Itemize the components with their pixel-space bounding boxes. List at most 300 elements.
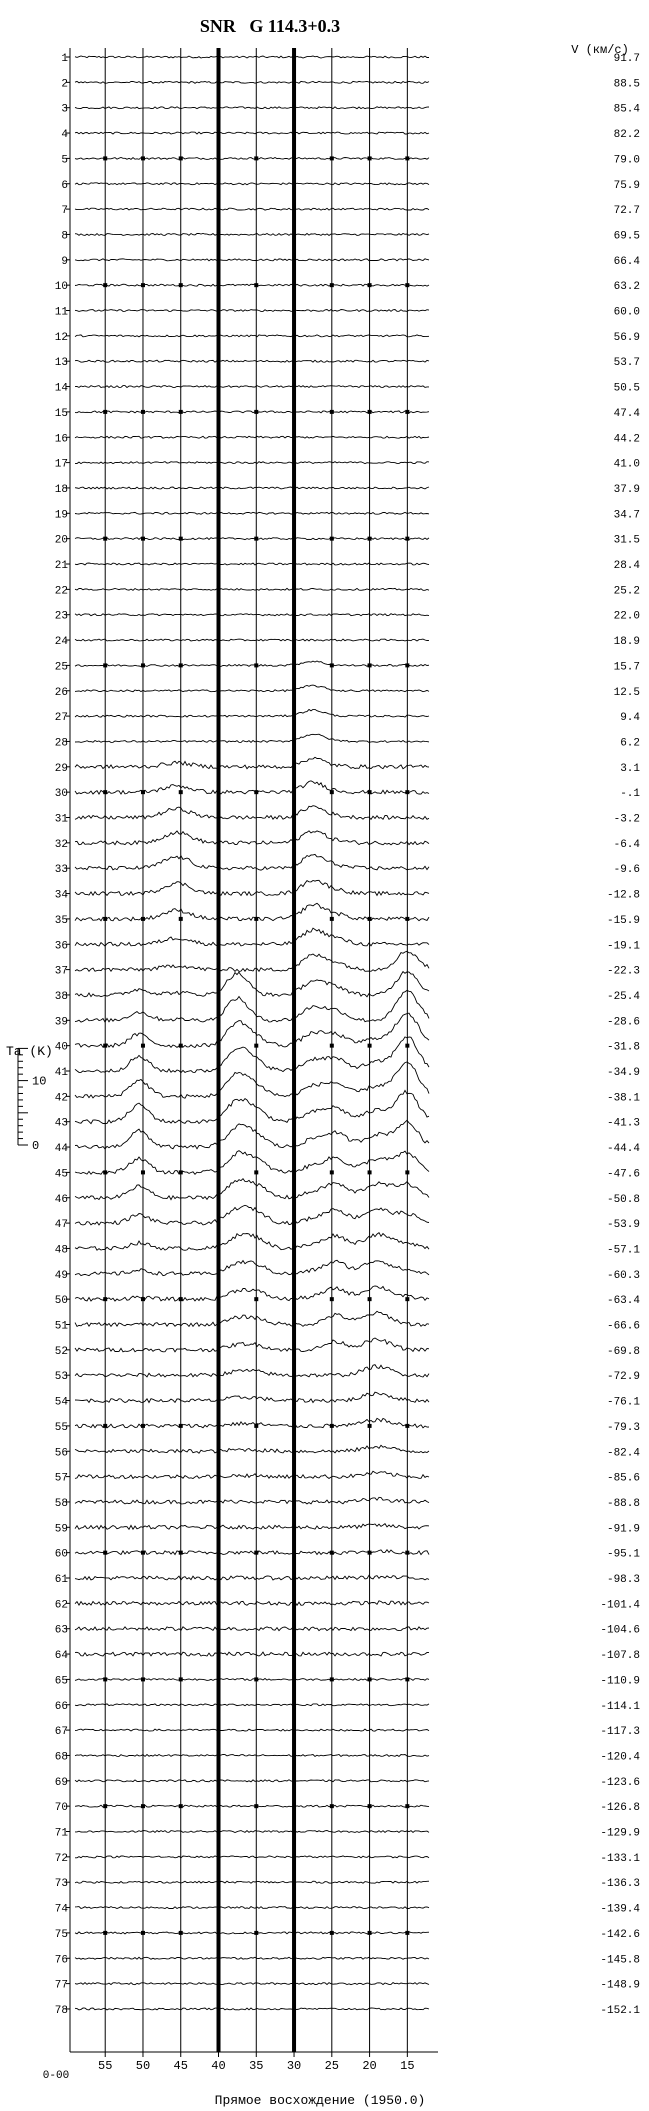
- velocity-label: -9.6: [613, 864, 640, 877]
- spectrum-trace-59: [75, 1524, 429, 1530]
- grid-marker: [141, 917, 145, 921]
- grid-marker: [368, 537, 372, 541]
- channel-label: 11: [54, 306, 68, 319]
- channel-label: 43: [54, 1117, 68, 1130]
- velocity-label: -15.9: [606, 914, 640, 927]
- velocity-label: -152.1: [600, 2004, 640, 2017]
- spectrum-trace-17: [75, 462, 429, 464]
- spectrum-trace-62: [75, 1601, 429, 1606]
- channel-label: 51: [54, 1320, 68, 1333]
- grid-marker: [254, 1677, 258, 1681]
- velocity-label: 53.7: [613, 357, 640, 370]
- channel-label: 61: [54, 1574, 68, 1586]
- x-axis-ticks: [98, 2052, 415, 2073]
- channel-label: 42: [54, 1092, 68, 1105]
- velocity-label: -34.9: [606, 1067, 640, 1079]
- spectrum-trace-33: [75, 854, 429, 870]
- channel-label: 73: [54, 1878, 68, 1891]
- channel-label: 74: [54, 1903, 68, 1916]
- velocity-label: -101.4: [600, 1599, 640, 1612]
- spectrum-trace-74: [75, 1907, 429, 1909]
- grid-marker: [141, 1804, 145, 1808]
- velocity-label: 15.7: [613, 661, 640, 674]
- velocity-label: -41.3: [606, 1117, 640, 1130]
- channel-label: 75: [54, 1928, 68, 1941]
- channel-label: 24: [54, 636, 68, 649]
- spectrum-trace-22: [75, 588, 429, 590]
- spectrum-trace-5: [75, 158, 429, 160]
- spectrum-trace-50: [75, 1286, 429, 1301]
- grid-marker: [254, 1804, 258, 1808]
- grid-marker: [254, 1170, 258, 1174]
- velocity-label: -60.3: [606, 1269, 640, 1282]
- x-axis-label: Прямое восхождение (1950.0): [214, 2093, 426, 2108]
- grid-marker: [179, 156, 183, 160]
- velocity-label: -117.3: [600, 1726, 640, 1739]
- grid-marker: [141, 663, 145, 667]
- grid-marker: [141, 1424, 145, 1428]
- velocity-label: -133.1: [600, 1852, 640, 1865]
- spectrum-trace-43: [75, 1090, 429, 1123]
- velocity-label: -91.9: [606, 1523, 640, 1536]
- velocity-label: 18.9: [613, 636, 640, 649]
- grid-marker: [103, 1044, 107, 1048]
- velocity-label: -142.6: [600, 1928, 640, 1941]
- channel-label: 77: [54, 1979, 68, 1992]
- grid-marker: [103, 1297, 107, 1301]
- channel-label: 38: [54, 990, 68, 1003]
- velocity-label: 56.9: [613, 331, 640, 344]
- velocity-label: 31.5: [613, 534, 640, 547]
- grid-marker: [179, 537, 183, 541]
- grid-marker: [103, 790, 107, 794]
- velocity-label: 66.4: [613, 255, 640, 268]
- spectrum-trace-77: [75, 1983, 429, 1985]
- velocity-label: -6.4: [613, 838, 640, 851]
- channel-label: 22: [54, 585, 68, 598]
- x-tick-label: 50: [135, 2059, 151, 2073]
- velocity-label: -95.1: [606, 1548, 640, 1561]
- channel-label: 60: [54, 1548, 68, 1561]
- channel-label: 20: [54, 534, 68, 547]
- grid-marker: [254, 790, 258, 794]
- spectrum-trace-41: [75, 1037, 429, 1073]
- velocity-label: -25.4: [606, 990, 640, 1003]
- velocity-label: -126.8: [600, 1802, 640, 1815]
- channel-label: 10: [54, 281, 68, 294]
- spectrum-trace-11: [75, 310, 429, 312]
- channel-label: 59: [54, 1523, 68, 1536]
- x-tick-label: 25: [324, 2059, 340, 2073]
- grid-marker: [141, 1931, 145, 1935]
- grid-marker: [405, 1931, 409, 1935]
- spectrum-trace-3: [75, 107, 429, 109]
- grid-marker: [141, 1677, 145, 1681]
- spectrum-trace-65: [75, 1679, 429, 1681]
- spectrum-trace-73: [75, 1881, 429, 1883]
- grid-marker: [405, 537, 409, 541]
- spectrum-trace-27: [75, 709, 429, 717]
- spectrum-trace-29: [75, 757, 429, 768]
- velocity-label: -79.3: [606, 1421, 640, 1434]
- channel-label: 26: [54, 686, 68, 699]
- channel-label: 36: [54, 940, 68, 953]
- velocity-label: -57.1: [606, 1244, 640, 1257]
- grid-marker: [330, 537, 334, 541]
- channel-label: 50: [54, 1295, 68, 1308]
- channel-label: 64: [54, 1650, 68, 1663]
- channel-label: 16: [54, 433, 68, 446]
- spectrum-trace-1: [75, 56, 429, 58]
- channel-label: 41: [54, 1067, 68, 1079]
- spectrum-trace-56: [75, 1445, 429, 1453]
- grid-marker: [405, 1424, 409, 1428]
- spectrum-trace-6: [75, 183, 429, 185]
- grid-marker: [103, 917, 107, 921]
- spectrum-trace-32: [75, 831, 429, 845]
- grid-marker: [254, 410, 258, 414]
- channel-label: 53: [54, 1371, 68, 1384]
- spectrum-trace-52: [75, 1338, 429, 1352]
- spectrum-trace-57: [75, 1471, 429, 1478]
- velocity-label: -63.4: [606, 1295, 640, 1308]
- grid-marker: [103, 663, 107, 667]
- spectrum-trace-9: [75, 259, 429, 261]
- x-tick-label: 45: [173, 2059, 188, 2073]
- channel-label: 55: [54, 1421, 68, 1434]
- spectrum-trace-64: [75, 1652, 429, 1656]
- grid-marker: [141, 156, 145, 160]
- grid-marker: [330, 1551, 334, 1555]
- grid-marker: [368, 156, 372, 160]
- channel-label: 69: [54, 1776, 68, 1789]
- velocity-label: 50.5: [613, 382, 640, 395]
- grid-marker: [368, 1170, 372, 1174]
- channel-label: 8: [61, 230, 68, 243]
- spectrum-trace-44: [75, 1120, 429, 1149]
- grid-marker: [141, 1297, 145, 1301]
- velocity-label: 72.7: [613, 205, 640, 218]
- spectrum-trace-54: [75, 1392, 429, 1402]
- grid-marker: [254, 663, 258, 667]
- channel-label: 27: [54, 712, 68, 725]
- spectrum-trace-71: [75, 1831, 429, 1833]
- channel-label: 47: [54, 1219, 68, 1232]
- spectrum-trace-10: [75, 284, 429, 286]
- velocity-label: -107.8: [600, 1650, 640, 1663]
- velocity-label: 60.0: [613, 306, 640, 319]
- velocity-label: -22.3: [606, 965, 640, 978]
- channel-label: 2: [61, 78, 68, 91]
- spectrum-trace-60: [75, 1550, 429, 1555]
- grid-marker: [368, 790, 372, 794]
- grid-marker: [368, 410, 372, 414]
- velocity-label: 37.9: [613, 483, 640, 496]
- spectrum-trace-34: [75, 880, 429, 895]
- chart-title: SNR G 114.3+0.3: [199, 16, 341, 36]
- channel-labels: [55, 53, 70, 2017]
- grid-marker: [405, 156, 409, 160]
- spectrum-trace-70: [75, 1805, 429, 1807]
- channel-label: 1: [61, 53, 68, 65]
- spectrum-trace-20: [75, 538, 429, 540]
- channel-label: 32: [54, 838, 68, 851]
- velocity-label: 88.5: [613, 78, 640, 91]
- channel-label: 44: [54, 1143, 68, 1156]
- channel-label: 12: [54, 331, 68, 344]
- grid-marker: [179, 1551, 183, 1555]
- x-tick-label: 20: [362, 2059, 377, 2073]
- velocity-label: -148.9: [600, 1979, 640, 1992]
- velocity-label: -53.9: [606, 1219, 640, 1232]
- channel-label: 54: [54, 1396, 68, 1409]
- grid-marker: [368, 1044, 372, 1048]
- grid-marker: [368, 283, 372, 287]
- channel-label: 23: [54, 610, 68, 623]
- grid-marker: [330, 917, 334, 921]
- spectrum-trace-68: [75, 1755, 429, 1757]
- velocity-label: -3.2: [613, 813, 640, 826]
- spectrum-trace-8: [75, 234, 429, 236]
- spectrum-trace-58: [75, 1497, 429, 1504]
- grid-marker: [179, 790, 183, 794]
- spectrum-trace-35: [75, 903, 429, 921]
- grid-marker: [254, 537, 258, 541]
- channel-label: 71: [54, 1827, 68, 1840]
- grid-marker: [405, 1677, 409, 1681]
- channel-label: 14: [54, 382, 68, 395]
- spectrum-trace-66: [75, 1704, 429, 1706]
- grid-marker: [141, 410, 145, 414]
- spectrum-trace-14: [75, 386, 429, 388]
- spectrum-trace-55: [75, 1418, 429, 1427]
- grid-marker: [405, 790, 409, 794]
- channel-label: 67: [54, 1726, 68, 1739]
- velocity-label: -145.8: [600, 1954, 640, 1967]
- grid-marker: [330, 1804, 334, 1808]
- channel-label: 39: [54, 1016, 68, 1029]
- velocity-label: -120.4: [600, 1751, 640, 1764]
- velocity-label: 25.2: [613, 585, 640, 598]
- channel-label: 29: [54, 762, 68, 775]
- grid-marker: [141, 537, 145, 541]
- velocity-label: 63.2: [613, 281, 640, 294]
- channel-label: 62: [54, 1599, 68, 1612]
- spectrum-trace-25: [75, 661, 429, 666]
- grid-marker: [103, 1551, 107, 1555]
- grid-marker: [330, 1044, 334, 1048]
- channel-label: 19: [54, 509, 68, 522]
- velocity-label: 82.2: [613, 129, 640, 142]
- spectrum-trace-75: [75, 1932, 429, 1934]
- velocity-label: 75.9: [613, 179, 640, 192]
- spectrum-trace-42: [75, 1062, 429, 1098]
- grid-marker: [179, 1424, 183, 1428]
- spectrum-trace-24: [75, 639, 429, 641]
- channel-label: 65: [54, 1675, 68, 1688]
- velocity-label: -129.9: [600, 1827, 640, 1840]
- spectrum-trace-40: [75, 1013, 429, 1047]
- channel-label: 76: [54, 1954, 68, 1967]
- x-tick-label: 15: [400, 2059, 415, 2073]
- spectrum-trace-72: [75, 1856, 429, 1858]
- channel-label: 28: [54, 737, 68, 750]
- velocity-label: 79.0: [613, 154, 640, 167]
- velocity-label: -110.9: [600, 1675, 640, 1688]
- spectrum-trace-2: [75, 81, 429, 83]
- spectrum-trace-31: [75, 806, 429, 820]
- spectrum-trace-4: [75, 132, 429, 134]
- grid-marker: [141, 1551, 145, 1555]
- spectrum-trace-46: [75, 1179, 429, 1200]
- grid-marker: [103, 283, 107, 287]
- grid-marker: [254, 917, 258, 921]
- channel-label: 56: [54, 1447, 68, 1460]
- velocity-label: -50.8: [606, 1193, 640, 1206]
- x-tick-label: 40: [211, 2059, 226, 2073]
- grid-marker: [368, 1424, 372, 1428]
- spectrum-trace-23: [75, 614, 429, 616]
- velocity-label: -31.8: [606, 1041, 640, 1054]
- grid-marker: [179, 283, 183, 287]
- velocity-label: -85.6: [606, 1472, 640, 1485]
- grid-marker: [330, 1931, 334, 1935]
- velocity-label: -114.1: [600, 1700, 640, 1713]
- channel-label: 17: [54, 458, 68, 471]
- channel-label: 52: [54, 1345, 68, 1358]
- velocity-label: 69.5: [613, 230, 640, 243]
- velocity-label: 12.5: [613, 686, 640, 699]
- velocity-label: 91.7: [613, 53, 640, 65]
- grid-marker: [103, 156, 107, 160]
- channel-label: 58: [54, 1497, 68, 1510]
- grid-marker: [179, 1931, 183, 1935]
- channel-label: 45: [54, 1168, 68, 1181]
- channel-label: 3: [61, 103, 68, 116]
- velocity-label: -88.8: [606, 1497, 640, 1510]
- spectrum-trace-67: [75, 1729, 429, 1731]
- velocity-label: 47.4: [613, 407, 640, 420]
- scale-bar-tick-label: 10: [32, 1074, 47, 1089]
- channel-label: 63: [54, 1624, 68, 1637]
- velocity-label: -66.6: [606, 1320, 640, 1333]
- grid-marker: [254, 283, 258, 287]
- spectrum-trace-47: [75, 1205, 429, 1225]
- channel-label: 30: [54, 788, 68, 801]
- grid-marker: [103, 1931, 107, 1935]
- grid-marker: [103, 1170, 107, 1174]
- channel-label: 72: [54, 1852, 68, 1865]
- channel-label: 48: [54, 1244, 68, 1257]
- grid-marker: [368, 663, 372, 667]
- spectrum-trace-45: [75, 1151, 429, 1175]
- velocity-label: 41.0: [613, 458, 640, 471]
- velocity-label: -139.4: [600, 1903, 640, 1916]
- velocity-label: -123.6: [600, 1776, 640, 1789]
- channel-label: 9: [61, 255, 68, 268]
- grid-marker: [330, 790, 334, 794]
- grid-marker: [405, 283, 409, 287]
- grid-marker: [103, 1677, 107, 1681]
- grid-marker: [254, 1044, 258, 1048]
- velocity-label: -82.4: [606, 1447, 640, 1460]
- spectrum-trace-38: [75, 972, 429, 997]
- spectrum-trace-21: [75, 563, 429, 565]
- velocity-label: -.1: [620, 788, 640, 801]
- grid-marker: [405, 1804, 409, 1808]
- grid-marker: [368, 1804, 372, 1808]
- velocity-header: V (км/с): [571, 43, 629, 57]
- spectrum-trace-78: [75, 2008, 429, 2010]
- channel-label: 34: [54, 889, 68, 902]
- channel-label: 57: [54, 1472, 68, 1485]
- velocity-label: -19.1: [606, 940, 640, 953]
- grid-marker: [368, 917, 372, 921]
- channel-label: 21: [54, 560, 68, 572]
- grid-marker: [179, 1170, 183, 1174]
- grid-marker: [405, 1297, 409, 1301]
- velocity-label: -76.1: [606, 1396, 640, 1409]
- channel-label: 5: [61, 154, 68, 167]
- grid-marker: [330, 156, 334, 160]
- spectrum-trace-76: [75, 1957, 429, 1959]
- velocity-label: 9.4: [620, 712, 640, 725]
- grid-marker: [330, 410, 334, 414]
- velocity-label: -136.3: [600, 1878, 640, 1891]
- ra-gridlines: [70, 48, 438, 2052]
- channel-label: 25: [54, 661, 68, 674]
- spectrum-trace-16: [75, 436, 429, 438]
- grid-marker: [103, 1804, 107, 1808]
- velocity-label: 44.2: [613, 433, 640, 446]
- grid-marker: [254, 156, 258, 160]
- channel-label: 66: [54, 1700, 68, 1713]
- channel-label: 33: [54, 864, 68, 877]
- channel-label: 78: [54, 2004, 68, 2017]
- channel-label: 37: [54, 965, 68, 978]
- spectrum-trace-28: [75, 734, 429, 742]
- velocity-label: -38.1: [606, 1092, 640, 1105]
- velocity-label: -28.6: [606, 1016, 640, 1029]
- x-tick-label: 55: [98, 2059, 113, 2073]
- scale-bar-tick-label: 0: [32, 1139, 40, 1153]
- spectrum-trace-7: [75, 208, 429, 210]
- spectrum-trace-53: [75, 1365, 429, 1377]
- velocity-label: -12.8: [606, 889, 640, 902]
- grid-marker: [141, 1044, 145, 1048]
- velocity-label: -47.6: [606, 1168, 640, 1181]
- velocity-label: 28.4: [613, 560, 640, 572]
- grid-marker: [103, 1424, 107, 1428]
- velocity-label: 85.4: [613, 103, 640, 116]
- grid-marker: [254, 1931, 258, 1935]
- spectral-traces: [75, 56, 429, 2010]
- x-tick-label: 30: [286, 2059, 302, 2073]
- spectrum-trace-15: [75, 411, 429, 413]
- channel-label: 40: [54, 1041, 68, 1054]
- channel-label: 31: [54, 813, 68, 826]
- grid-marker: [405, 1170, 409, 1174]
- grid-marker: [368, 1677, 372, 1681]
- spectrum-trace-63: [75, 1627, 429, 1631]
- grid-marker: [330, 283, 334, 287]
- x-tick-label: 35: [249, 2059, 264, 2073]
- grid-marker: [405, 663, 409, 667]
- channel-label: 4: [61, 129, 68, 142]
- velocity-label: 34.7: [613, 509, 640, 522]
- grid-marker: [330, 663, 334, 667]
- channel-label: 70: [54, 1802, 68, 1815]
